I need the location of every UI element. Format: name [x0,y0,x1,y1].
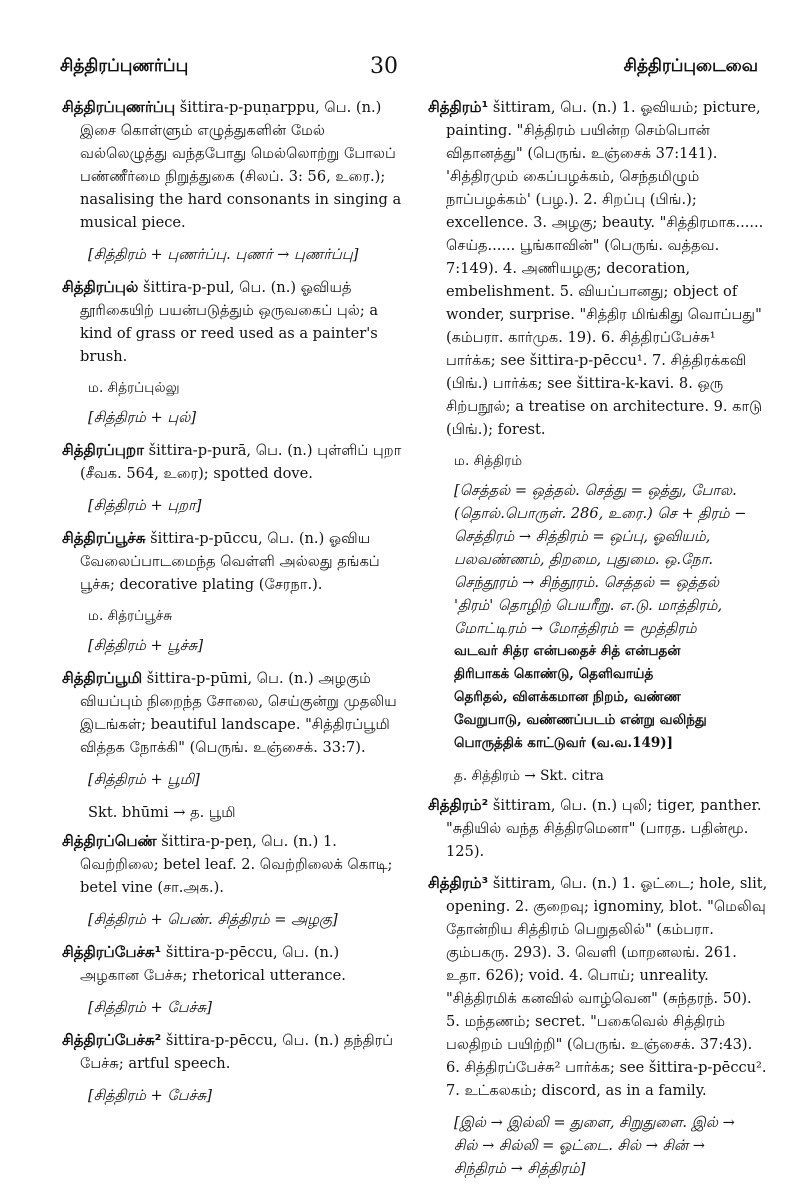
entry-etymology: [சித்திரம் + பேச்சு] [88,999,212,1016]
entry-sanskrit-note: Skt. bhūmi → த. பூமி [88,804,236,821]
entry-headword: சித்திரப்பெண் [62,832,157,850]
entry-etymology: [சித்திரம் + பூச்சு] [88,637,204,654]
dictionary-entry [428,96,768,441]
entry-headword: சித்திரப்பூமி [62,669,143,687]
right-column [428,96,768,1190]
left-column [62,96,402,1117]
entry-definition: šittira-p-puṇarppu, பெ. (n.) இசை கொள்ளும் எழுத்துகளின் மேல் வல்லெழுத்து வந்தபோது மெல்லொற்று போலப் பண்ணீர்மை நிறுத்துகை (சிலப். 3: 56, உரை.); nasalising the hard consonants in singing a musical piece. [80,99,402,231]
entry-definition: šittira-p-peṇ, பெ. (n.) 1. வெற்றிலை; betel leaf. 2. வெற்றிலைக் கொடி; betel vine (சா.அக.). [80,833,393,896]
entry-headword: சித்திரம்¹ [428,98,489,116]
page-number: 30 [370,54,398,79]
entry-etymology: [சித்திரம் + புல்] [88,409,197,426]
entry-headword: சித்திரப்புணர்ப்பு [62,98,176,116]
dictionary-entry [62,1029,402,1075]
entry-etymology: [சித்திரம் + புணர்ப்பு. புணர் → புணர்ப்பு] [88,246,359,263]
dictionary-entry [428,872,768,1102]
page-header [0,0,800,90]
etymology-line: பொருத்திக் காட்டுவர் (வ.வ.149)] [454,735,674,751]
entry-etymology [454,479,768,755]
entry-definition: šittira-p-pūmi, பெ. (n.) அழகும் வியப்பும் நிறைந்த சோலை, செய்குன்று முதலிய இடங்கள்; beautiful landscape. "சித்திரப்பூமி வித்தக நோக்கி" (பெருங். உஞ்சைக். 33:7). [80,670,397,756]
entry-definition: šittira-p-pūccu, பெ. (n.) ஓவிய வேலைப்பாடமைந்த வெள்ளி அல்லது தங்கப் பூச்சு; decorative plating (சேரநா.). [80,530,380,593]
entry-etymology [454,1111,768,1180]
entry-definition: šittiram, பெ. (n.) 1. ஓவியம்; picture, painting. "சித்திரம் பயின்ற செம்பொன் விதானத்து" (பெருங். உஞ்சைக் 37:141). 'சித்திரமும் கைப்பழக்கம், செந்தமிழும் நாப்பழக்கம்' (பழ.). 2. சிறப்பு (பிங்.); excellence. 3. அழகு; beauty. "சித்திரமாக...... செய்த...... பூங்காவின்" (பெருங். வத்தவ. 7:149). 4. அணியழகு; decoration, embelishment. 5. வியப்பானது; object of wonder, surprise. "சித்திர மிங்கிது வொப்பது" (கம்பரா. கார்முக. 19). 6. சித்திரப்பேச்சு¹ பார்க்க; see šittira-p-pēccu¹. 7. சித்திரக்கவி (பிங்.) பார்க்க; see šittira-k-kavi. 8. ஒரு சிற்பநூல்; a treatise on architecture. 9. காடு (பிங்.); forest. [446,99,764,438]
dictionary-entry [62,439,402,485]
entry-headword: சித்திரப்பூச்சு [62,529,146,547]
entry-headword: சித்திரம்³ [428,874,489,892]
entry-definition: šittira-p-pēccu, பெ. (n.) அழகான பேச்சு; rhetorical utterance. [80,944,346,984]
entry-sanskrit-note: த. சித்திரம் → Skt. citra [454,768,604,784]
etymology-line: வடவர் சித்ர என்பதைச் சித் என்பதன் [454,643,681,659]
entry-etymology: [சித்திரம் + பூமி] [88,771,200,788]
etymology-line: திரிபாகக் கொண்டு, தெளிவாய்த் [454,666,654,682]
dictionary-entry [62,941,402,987]
dictionary-entry [62,527,402,596]
entry-cognate: ம. சித்ரப்பூச்சு [88,608,173,624]
entry-etymology: [சித்திரம் + புறா] [88,497,202,514]
entry-definition: šittiram, பெ. (n.) புலி; tiger, panther. "சுதியில் வந்த சித்திரமெனா" (பாரத. பதின்மூ. 125). [446,797,762,860]
entry-definition: šittiram, பெ. (n.) 1. ஓட்டை; hole, slit, opening. 2. குறைவு; ignominy, blot. "மெலிவு தோன்றிய சித்திரம் பெறுதலில்" (கம்பரா. கும்பகரு. 293). 3. வெளி (மாறனலங். 261. உதா. 626); void. 4. பொய்; unreality. "சித்திரமிக் கனவில் வாழ்வென" (சுந்தரந். 50). 5. மந்தணம்; secret. "பகைவெல் சித்திரம் பலதிறம் பயிற்றி" (பெருங். உஞ்சைக். 37:43). 6. சித்திரப்பேச்சு² பார்க்க; see šittira-p-pēccu². 7. உட்கலகம்; discord, as in a family. [446,875,768,1099]
etymology-line: செந்தூரம் → சிந்தூரம். செத்தல் = ஒத்தல் [454,574,720,591]
etymology-line: 'திரம்' தொழிற் பெயரீறு. எ.டு. மாத்திரம், [454,597,723,614]
entry-headword: சித்திரப்புல் [62,278,139,296]
etymology-line: [இல் → இல்லி = துளை, சிறுதுளை. இல் → [454,1114,735,1131]
etymology-line: சிந்திரம் → சித்திரம்] [454,1160,586,1177]
etymology-line: பலவண்ணம், திறமை, புதுமை. ஒ.நோ. [454,551,714,568]
entry-headword: சித்திரப்புறா [62,441,144,459]
etymology-line: [செத்தல் = ஒத்தல். செத்து = ஒத்து, போல. [454,482,737,499]
etymology-line: மோட்டிரம் → மோத்திரம் = மூத்திரம் [454,620,697,637]
entry-cognate: ம. சித்திரம் [454,453,523,469]
entry-definition: šittira-p-purā, பெ. (n.) புள்ளிப் புறா (சீவக. 564, உரை); spotted dove. [80,442,402,482]
entry-definition: šittira-p-pul, பெ. (n.) ஓவியத் தூரிகையிற் பயன்படுத்தும் ஒருவகைப் புல்; a kind of grass or reed used as a painter's brush. [80,279,379,365]
entry-definition: šittira-p-pēccu, பெ. (n.) தந்திரப் பேச்சு; artful speech. [80,1032,394,1072]
entry-headword: சித்திரப்பேச்சு¹ [62,943,162,961]
entry-headword: சித்திரப்பேச்சு² [62,1031,162,1049]
etymology-line: சில் → சில்லி = ஓட்டை. சில் → சின் → [454,1137,706,1154]
right-running-headword: சித்திரப்புடைவை [623,56,758,76]
dictionary-entry [62,667,402,759]
dictionary-entry [428,794,768,863]
etymology-line: தெரிதல், விளக்கமான நிறம், வண்ண [454,689,681,705]
dictionary-entry [62,830,402,899]
entry-etymology: [சித்திரம் + பெண். சித்திரம் = அழகு] [88,911,338,928]
left-running-headword: சித்திரப்புணர்ப்பு [60,56,189,76]
entry-cognate: ம. சித்ரப்புல்லு [88,380,180,396]
etymology-line: செத்திரம் → சித்திரம் = ஒப்பு, ஓவியம், [454,528,711,545]
dictionary-entry [62,96,402,234]
entry-etymology: [சித்திரம் + பேச்சு] [88,1087,212,1104]
dictionary-entry [62,276,402,368]
entry-headword: சித்திரம்² [428,796,489,814]
etymology-line: (தொல்.பொருள். 286, உரை.) செ + திரம் − [454,505,747,522]
etymology-line: வேறுபாடு, வண்ணப்படம் என்று வலிந்து [454,712,707,728]
